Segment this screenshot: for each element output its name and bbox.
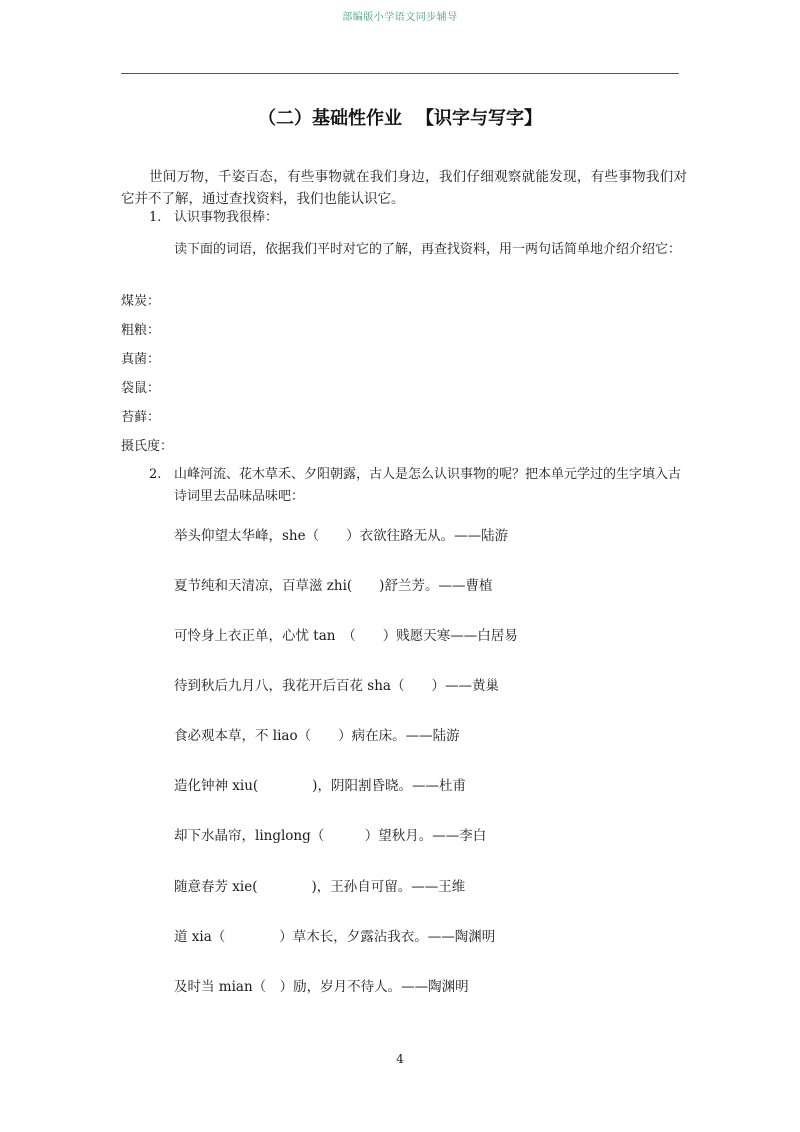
term-item: 摄氏度： bbox=[121, 439, 174, 454]
question-1-title: 认识事物我很棒： bbox=[174, 210, 279, 225]
header-rule bbox=[121, 73, 679, 74]
term-item: 苔藓： bbox=[121, 410, 161, 425]
intro-paragraph: 世间万物，千姿百态，有些事物就在我们身边，我们仔细观察就能发现，有些事物我们对它并不了解，通过查找资料，我们也能认识它。 bbox=[121, 169, 687, 207]
question-1-instruction: 读下面的词语，依据我们平时对它的了解，再查找资料，用一两句话简单地介绍介绍它： bbox=[174, 242, 682, 257]
poem-line: 待到秋后九月八，我花开后百花 sha（ ）——黄巢 bbox=[174, 678, 499, 694]
poem-line: 举头仰望太华峰，she（ ）衣欲往路无从。——陆游 bbox=[174, 528, 509, 544]
question-2-text: 山峰河流、花木草禾、夕阳朝露，古人是怎么认识事物的呢？把本单元学过的生字填入古诗词里去品味品味吧： bbox=[174, 467, 682, 504]
poem-line: 可怜身上衣正单，心忧 tan （ ）贱愿天寒——白居易 bbox=[174, 628, 518, 644]
question-1-number: 1. bbox=[149, 210, 162, 225]
poem-line: 却下水晶帘，linglong（ ）望秋月。——李白 bbox=[174, 828, 487, 844]
poem-line: 及时当 mian（ ）励，岁月不待人。——陶渊明 bbox=[174, 979, 469, 995]
term-item: 煤炭： bbox=[121, 294, 161, 309]
section-title bbox=[0, 104, 800, 130]
poem-line: 道 xia（ ）草木长，夕露沾我衣。——陶渊明 bbox=[174, 929, 496, 945]
term-item: 粗粮： bbox=[121, 323, 161, 338]
page-header: 部编版小学语文同步辅导 bbox=[342, 12, 458, 23]
question-2-number: 2. bbox=[149, 467, 162, 482]
page-number: 4 bbox=[396, 1052, 404, 1066]
section-title-sub: 【识字与写字】 bbox=[416, 108, 542, 129]
poem-line: 造化钟神 xiu( )，阴阳割昏晓。——杜甫 bbox=[174, 778, 466, 794]
poem-line: 食必观本草，不 liao（ ）病在床。——陆游 bbox=[174, 728, 460, 744]
question-1 bbox=[149, 207, 278, 229]
term-item: 真菌： bbox=[121, 352, 161, 367]
term-item: 袋鼠： bbox=[121, 381, 161, 396]
poem-line: 随意春芳 xie( )，王孙自可留。——王维 bbox=[174, 879, 466, 895]
section-title-main: （二）基础性作业 bbox=[258, 108, 402, 129]
question-2 bbox=[149, 464, 689, 508]
poem-line: 夏节纯和天清凉，百草滋 zhi( )舒兰芳。——曹植 bbox=[174, 578, 493, 594]
